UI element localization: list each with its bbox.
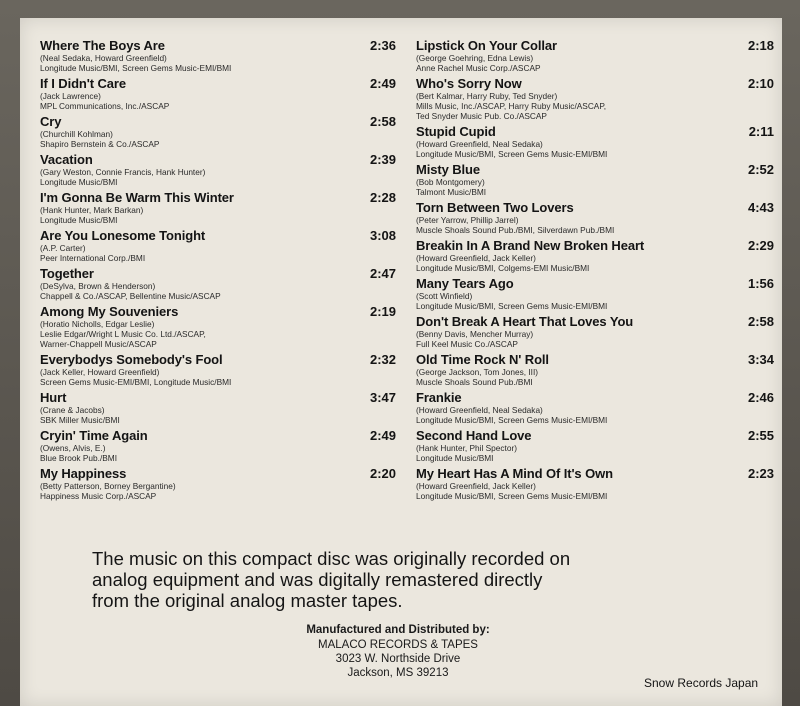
track-item <box>416 276 774 311</box>
track-item <box>416 38 774 73</box>
track-credit-line: Blue Brook Pub./BMI <box>40 453 118 463</box>
track-title: Vacation <box>40 152 93 167</box>
track-duration: 2:11 <box>748 124 774 139</box>
track-credit-line: (Howard Greenfield, Neal Sedaka) <box>416 405 543 415</box>
track-title: Don't Break A Heart That Loves You <box>416 314 634 329</box>
track-list-right <box>416 38 774 504</box>
track-title: My Heart Has A Mind Of It's Own <box>416 466 613 481</box>
track-credit-line: Longitude Music/BMI, Screen Gems Music-EMI/BMI <box>416 415 608 425</box>
track-duration: 3:34 <box>747 352 774 367</box>
track-item <box>40 304 396 349</box>
track-credit-line: Longitude Music/BMI, Screen Gems Music-EMI/BMI <box>40 63 232 73</box>
manufacturer-city: Jackson, MS 39213 <box>347 667 449 679</box>
track-title: My Happiness <box>40 466 127 481</box>
track-credit-line: (Owens, Alvis, E.) <box>40 443 106 453</box>
track-item <box>40 190 396 225</box>
track-credit-line: Longitude Music/BMI, Screen Gems Music-EMI/BMI <box>416 149 608 159</box>
track-heading-row <box>40 266 396 281</box>
track-item <box>416 428 774 463</box>
track-credit-line: Chappell & Co./ASCAP, Bellentine Music/ASCAP <box>40 291 221 301</box>
track-item <box>40 152 396 187</box>
track-credit-line: (Howard Greenfield, Jack Keller) <box>416 253 536 263</box>
manufacturer-street: 3023 W. Northside Drive <box>335 653 461 665</box>
track-credit-line: (Hank Hunter, Phil Spector) <box>416 443 517 453</box>
track-credit-line: Longitude Music/BMI, Screen Gems Music-EMI/BMI <box>416 301 608 311</box>
track-heading-row <box>416 352 774 367</box>
manufacturer-name: MALACO RECORDS & TAPES <box>318 639 478 651</box>
track-item <box>40 466 396 501</box>
track-credit-line: Longitude Music/BMI <box>40 177 118 187</box>
track-title: Everybodys Somebody's Fool <box>40 352 223 367</box>
track-duration: 2:46 <box>747 390 774 405</box>
track-credit-line: Muscle Shoals Sound Pub./BMI, Silverdawn Pub./BMI <box>416 225 615 235</box>
track-heading-row <box>416 162 774 177</box>
track-credit-line: Happiness Music Corp./ASCAP <box>40 491 157 501</box>
track-item <box>40 390 396 425</box>
track-credit-line: (George Goehring, Edna Lewis) <box>416 53 534 63</box>
track-duration: 2:28 <box>369 190 396 205</box>
track-heading-row <box>40 428 396 443</box>
track-duration: 2:49 <box>369 76 396 91</box>
track-item <box>416 200 774 235</box>
track-heading-row <box>40 352 396 367</box>
track-title: Cry <box>40 114 62 129</box>
track-item <box>40 38 396 73</box>
track-heading-row <box>40 190 396 205</box>
track-credit-line: (Bob Montgomery) <box>416 177 485 187</box>
track-item <box>416 314 774 349</box>
track-credit-line: (Benny Davis, Mencher Murray) <box>416 329 534 339</box>
track-heading-row <box>416 276 774 291</box>
track-credit-line: (George Jackson, Tom Jones, III) <box>416 367 539 377</box>
cd-back-insert <box>20 18 782 706</box>
manufacturer-heading: Manufactured and Distributed by: <box>306 624 490 636</box>
track-title: Are You Lonesome Tonight <box>40 228 206 243</box>
track-title: Breakin In A Brand New Broken Heart <box>416 238 645 253</box>
track-title: Hurt <box>40 390 67 405</box>
track-item <box>416 352 774 387</box>
track-title: Old Time Rock N' Roll <box>416 352 549 367</box>
track-item <box>416 390 774 425</box>
track-heading-row <box>416 76 774 91</box>
track-item <box>40 76 396 111</box>
track-credit-line: (Gary Weston, Connie Francis, Hank Hunter) <box>40 167 206 177</box>
track-credit-line: Shapiro Bernstein & Co./ASCAP <box>40 139 160 149</box>
track-credit-line: Anne Rachel Music Corp./ASCAP <box>416 63 541 73</box>
track-heading-row <box>40 228 396 243</box>
track-credit-line: Muscle Shoals Sound Pub./BMI <box>416 377 533 387</box>
analog-remaster-notice <box>92 548 732 611</box>
track-credit-line: Longitude Music/BMI, Screen Gems Music-EMI/BMI <box>416 491 608 501</box>
track-heading-row <box>416 466 774 481</box>
track-credit-line: (Horatio Nicholls, Edgar Leslie) <box>40 319 155 329</box>
track-credit-line: (Howard Greenfield, Jack Keller) <box>416 481 536 491</box>
track-title: Frankie <box>416 390 462 405</box>
track-item <box>416 238 774 273</box>
track-title: If I Didn't Care <box>40 76 126 91</box>
track-credit-line: (Scott Winfield) <box>416 291 473 301</box>
track-credit-line: Ted Snyder Music Pub. Co./ASCAP <box>416 111 547 121</box>
track-duration: 2:20 <box>369 466 396 481</box>
track-credit-line: (DeSylva, Brown & Henderson) <box>40 281 156 291</box>
track-heading-row <box>40 304 396 319</box>
track-credit-line: Peer International Corp./BMI <box>40 253 146 263</box>
track-item <box>40 228 396 263</box>
track-credit-line: Full Keel Music Co./ASCAP <box>416 339 518 349</box>
track-credit-line: Warner-Chappell Music/ASCAP <box>40 339 157 349</box>
track-title: Together <box>40 266 94 281</box>
track-item <box>416 466 774 501</box>
track-duration: 2:47 <box>369 266 396 281</box>
track-title: Second Hand Love <box>416 428 532 443</box>
track-title: Among My Souveniers <box>40 304 179 319</box>
track-heading-row <box>416 38 774 53</box>
track-heading-row <box>416 390 774 405</box>
track-duration: 2:58 <box>747 314 774 329</box>
notice-line: The music on this compact disc was originally recorded on <box>92 548 571 569</box>
track-title: Stupid Cupid <box>416 124 496 139</box>
track-duration: 2:52 <box>747 162 774 177</box>
track-heading-row <box>416 124 774 139</box>
track-credit-line: Screen Gems Music-EMI/BMI, Longitude Music/BMI <box>40 377 232 387</box>
track-duration: 2:55 <box>747 428 774 443</box>
track-credit-line: Longitude Music/BMI, Colgems-EMI Music/BMI <box>416 263 590 273</box>
track-list-left <box>40 38 396 504</box>
track-title: Misty Blue <box>416 162 481 177</box>
track-credit-line: (Howard Greenfield, Neal Sedaka) <box>416 139 543 149</box>
track-credit-line: (Neal Sedaka, Howard Greenfield) <box>40 53 167 63</box>
track-duration: 2:19 <box>369 304 396 319</box>
track-credit-line: Mills Music, Inc./ASCAP, Harry Ruby Music/ASCAP, <box>416 101 607 111</box>
track-title: Who's Sorry Now <box>416 76 522 91</box>
track-duration: 2:10 <box>747 76 774 91</box>
track-credit-line: (A.P. Carter) <box>40 243 86 253</box>
notice-line: from the original analog master tapes. <box>92 590 403 611</box>
track-duration: 2:39 <box>369 152 396 167</box>
track-heading-row <box>416 428 774 443</box>
track-credit-line: (Bert Kalmar, Harry Ruby, Ted Snyder) <box>416 91 558 101</box>
track-duration: 2:49 <box>369 428 396 443</box>
notice-line: analog equipment and was digitally remastered directly <box>92 569 543 590</box>
track-item <box>40 352 396 387</box>
track-heading-row <box>40 76 396 91</box>
track-credit-line: (Churchill Kohlman) <box>40 129 113 139</box>
track-item <box>40 428 396 463</box>
track-heading-row <box>40 114 396 129</box>
track-credit-line: (Jack Lawrence) <box>40 91 101 101</box>
track-title: Where The Boys Are <box>40 38 165 53</box>
track-credit-line: (Hank Hunter, Mark Barkan) <box>40 205 144 215</box>
track-duration: 2:32 <box>369 352 396 367</box>
track-title: I'm Gonna Be Warm This Winter <box>40 190 234 205</box>
track-credit-line: SBK Miller Music/BMI <box>40 415 120 425</box>
manufacturer-block <box>248 624 548 680</box>
track-heading-row <box>416 238 774 253</box>
track-title: Cryin' Time Again <box>40 428 148 443</box>
track-duration: 2:58 <box>369 114 396 129</box>
track-duration: 2:36 <box>369 38 396 53</box>
track-duration: 3:08 <box>369 228 396 243</box>
track-credit-line: Leslie Edgar/Wright L Music Co. Ltd./ASCAP, <box>40 329 206 339</box>
watermark-text: Snow Records Japan <box>644 676 759 690</box>
track-duration: 2:18 <box>747 38 774 53</box>
track-title: Many Tears Ago <box>416 276 514 291</box>
track-heading-row <box>40 466 396 481</box>
track-credit-line: (Jack Keller, Howard Greenfield) <box>40 367 160 377</box>
track-item <box>416 162 774 197</box>
track-item <box>416 124 774 159</box>
track-duration: 4:43 <box>747 200 774 215</box>
track-duration: 1:56 <box>747 276 774 291</box>
track-item <box>416 76 774 121</box>
track-heading-row <box>40 152 396 167</box>
track-credit-line: Longitude Music/BMI <box>416 453 494 463</box>
track-heading-row <box>416 200 774 215</box>
track-credit-line: Talmont Music/BMI <box>416 187 487 197</box>
track-credit-line: (Crane & Jacobs) <box>40 405 105 415</box>
track-duration: 2:23 <box>747 466 774 481</box>
track-item <box>40 266 396 301</box>
track-title: Lipstick On Your Collar <box>416 38 557 53</box>
track-duration: 2:29 <box>747 238 774 253</box>
track-item <box>40 114 396 149</box>
track-title: Torn Between Two Lovers <box>416 200 574 215</box>
track-duration: 3:47 <box>369 390 396 405</box>
track-heading-row <box>416 314 774 329</box>
track-credit-line: MPL Communications, Inc./ASCAP <box>40 101 170 111</box>
track-heading-row <box>40 390 396 405</box>
track-credit-line: (Betty Patterson, Borney Bergantine) <box>40 481 176 491</box>
track-credit-line: Longitude Music/BMI <box>40 215 118 225</box>
track-heading-row <box>40 38 396 53</box>
track-credit-line: (Peter Yarrow, Phillip Jarrel) <box>416 215 519 225</box>
